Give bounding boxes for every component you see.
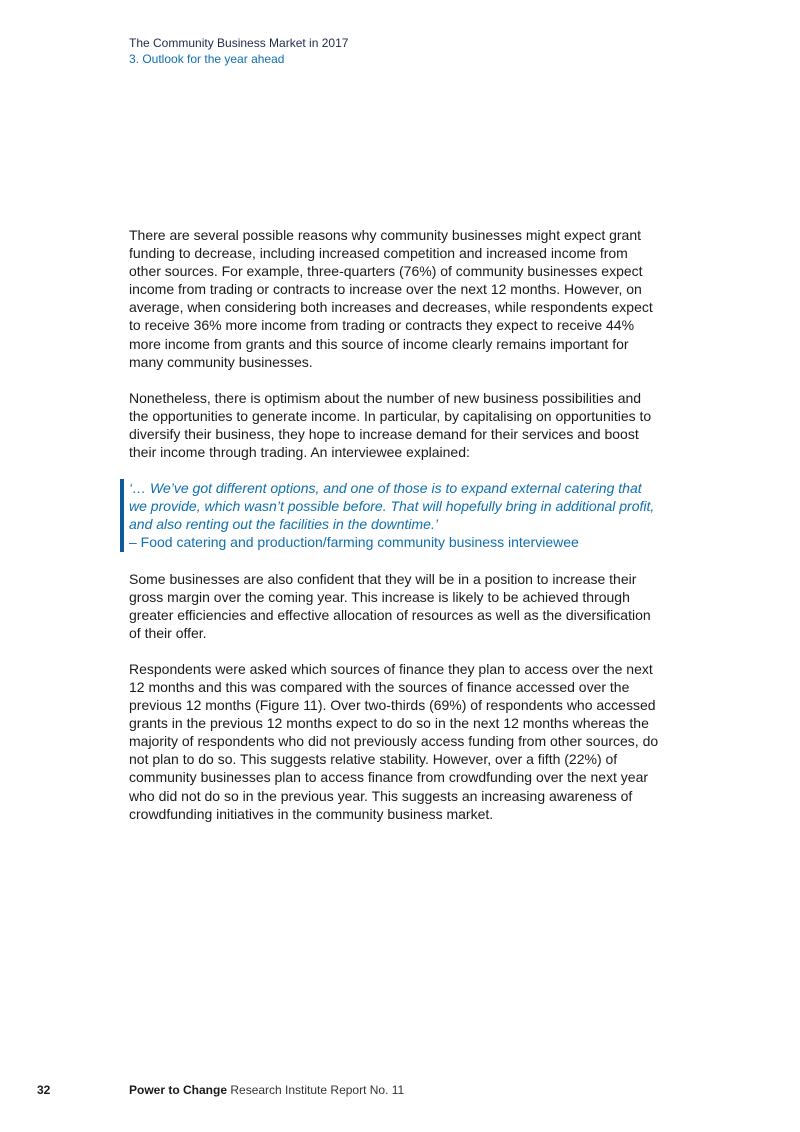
paragraph: There are several possible reasons why community businesses might expect grant funding to decrease, including increased competition and increased income from other sources. For example, three-quarters (76%) of community businesses expect income from trading or contracts to increase over the next 12 months. However, on average, when considering both increases and decreases, while respondents expect to receive 36% more income from trading or contracts they expect to receive 44% more income from grants and this source of income clearly remains important for many community businesses. <box>129 227 653 370</box>
paragraph: Nonetheless, there is optimism about the number of new business possibilities and the opportunities to generate income. In particular, by capitalising on opportunities to diversify their business, they hope to increase demand for their services and boost their income through trading. An interviewee explained: <box>129 389 652 461</box>
publisher-line <box>129 1082 529 1098</box>
paragraph: Some businesses are also confident that they will be in a position to increase their gross margin over the coming year. This increase is likely to be achieved through greater efficiencies and effective allocation of resources as well as the diversification of their offer. <box>129 570 651 641</box>
document-title: The Community Business Market in 2017 <box>129 36 349 50</box>
running-header <box>129 35 348 67</box>
page-number: 32 <box>37 1083 51 1097</box>
quote-text: ‘… We’ve got different options, and one of those is to expand external catering that we provide, which wasn’t possible before. That will hopefully bring in additional profit, and also renting out the facilities in the downtime.’ <box>129 480 655 533</box>
quote-attribution: – Food catering and production/farming community business interviewee <box>129 534 579 551</box>
pull-quote <box>120 479 659 551</box>
section-title: 3. Outlook for the year ahead <box>129 52 285 66</box>
paragraph: Respondents were asked which sources of finance they plan to access over the next 12 months and this was compared with the sources of finance accessed over the previous 12 months (Figure 11). Over two-thirds (69%) of respondents who accessed grants in the previous 12 months expect to do so in the next 12 months whereas the majority of respondents who did not previously access funding from other sources, do not plan to do so. This suggests relative stability. However, over a fifth (22%) of community businesses plan to access finance from crowdfunding over the next year who did not do so in the previous year. This suggests an increasing awareness of crowdfunding initiatives in the community business market. <box>129 660 659 822</box>
report-name: Research Institute Report No. 11 <box>227 1083 405 1097</box>
body-text <box>129 226 659 841</box>
publisher-name: Power to Change <box>129 1083 228 1097</box>
